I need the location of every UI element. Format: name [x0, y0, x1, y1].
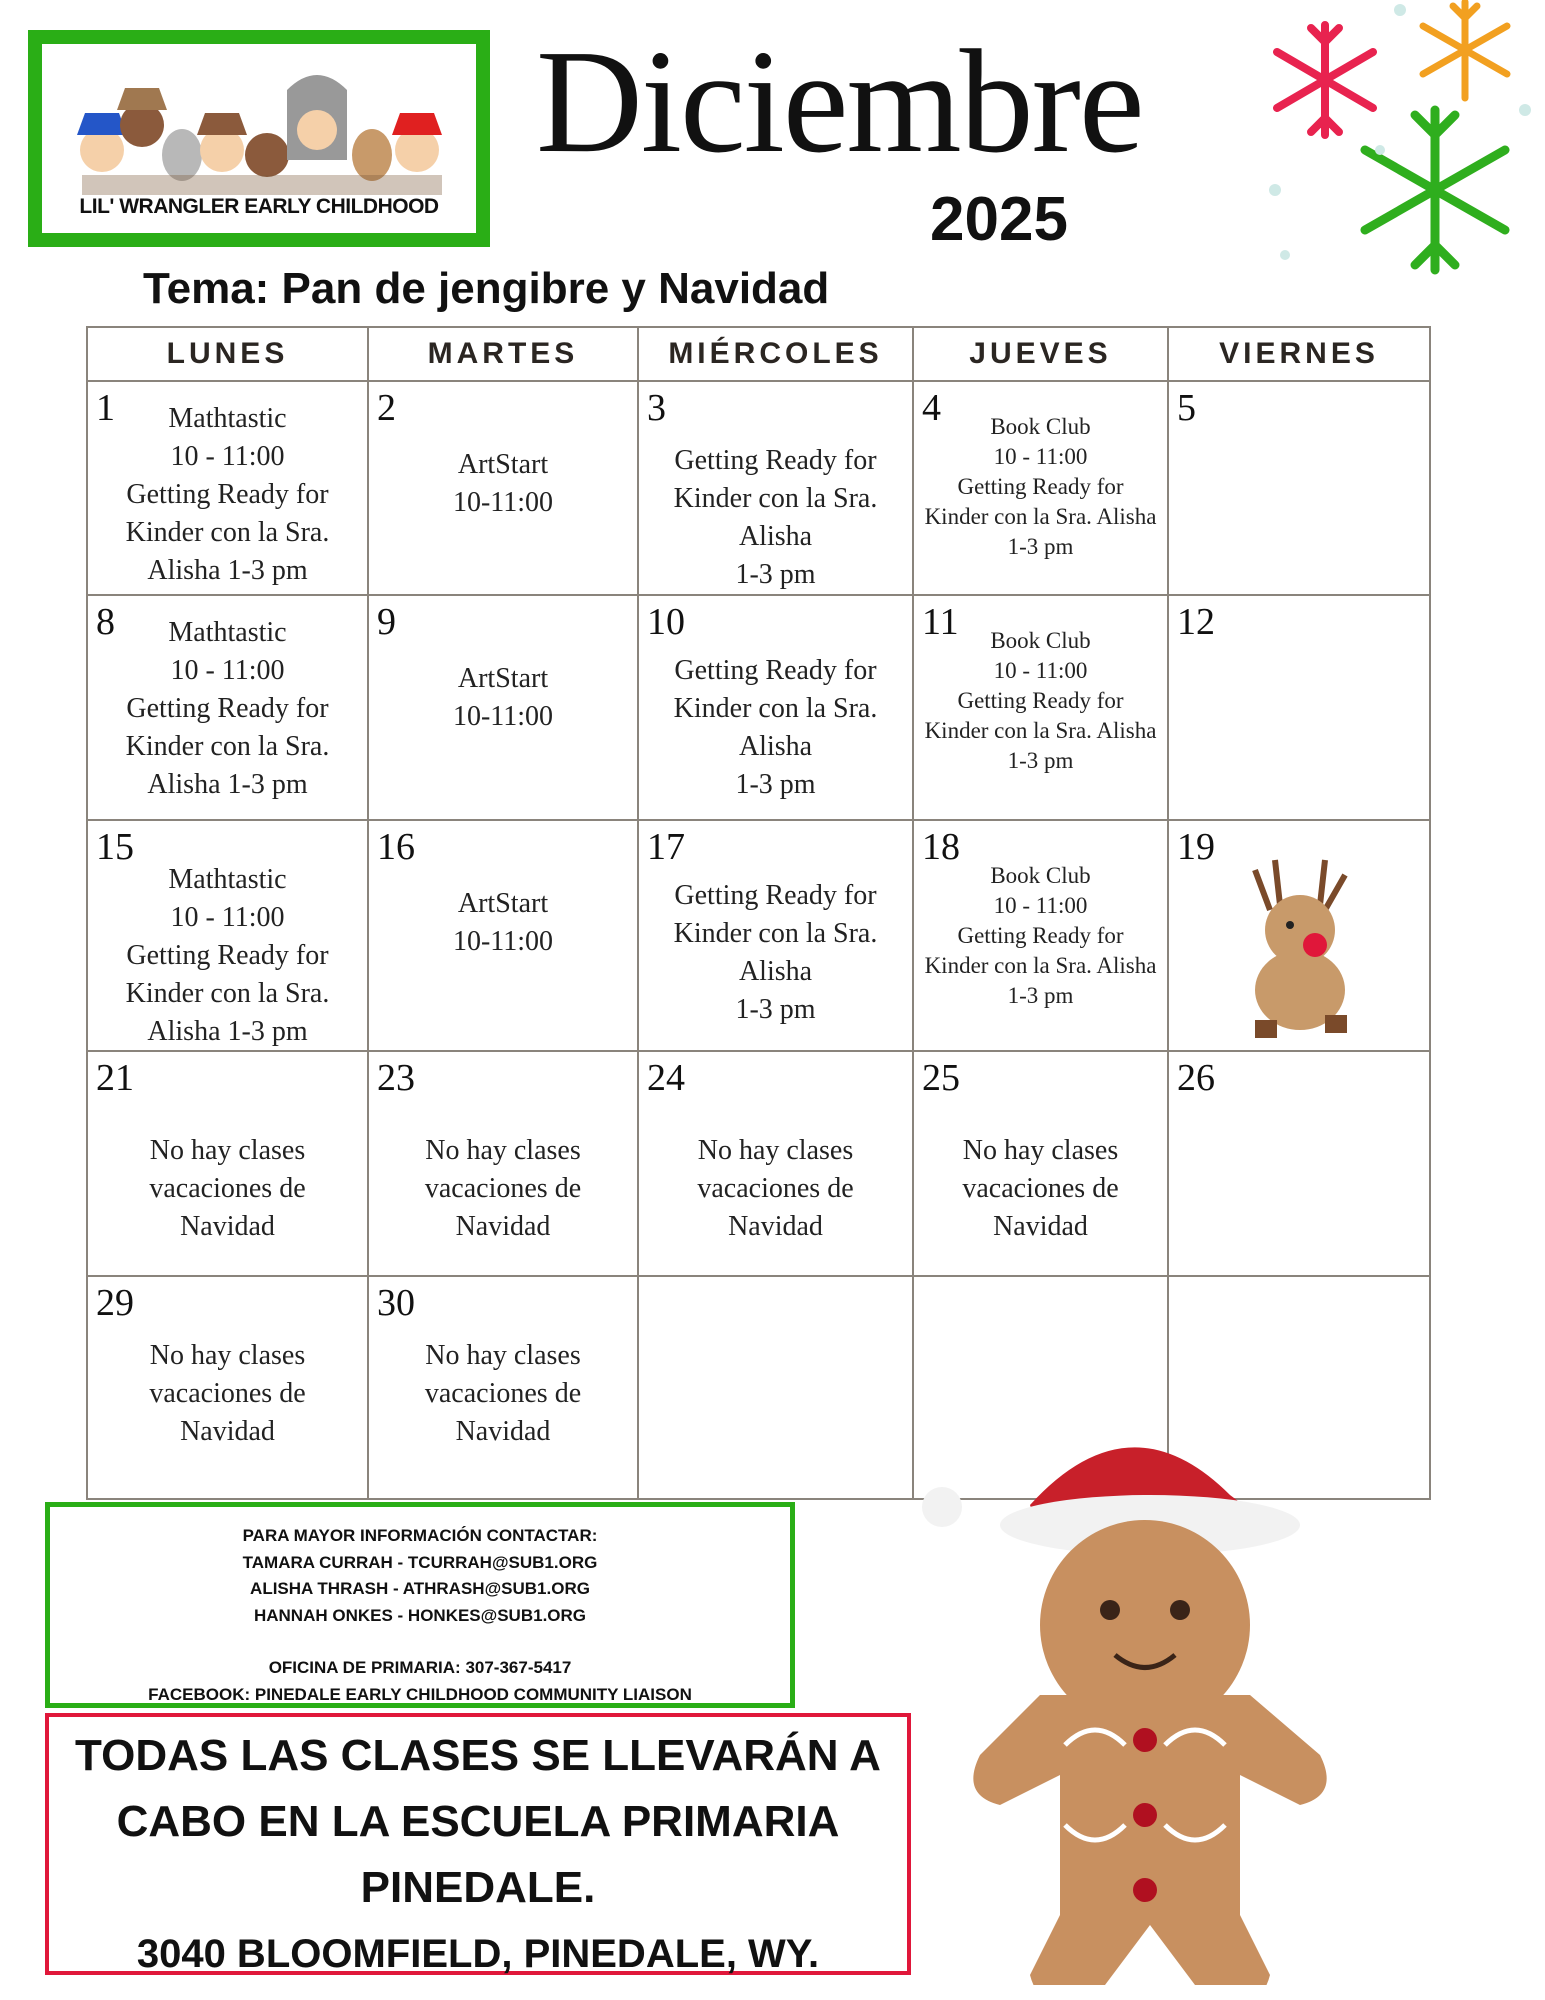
day-events: Getting Ready for Kinder con la Sra. Alisha 1-3 pm — [673, 880, 878, 1025]
theme-title: Tema: Pan de jengibre y Navidad — [143, 264, 830, 313]
day-cell — [368, 381, 638, 595]
reindeer-illustration — [1215, 850, 1385, 1045]
day-events: Getting Ready for Kinder con la Sra. Alisha 1-3 pm — [673, 655, 878, 800]
snowflake-orange-icon — [1423, 2, 1507, 98]
day-events: No hay clases vacaciones de Navidad — [424, 1135, 582, 1242]
day-number: 8 — [96, 601, 115, 643]
contact-heading: PARA MAYOR INFORMACIÓN CONTACTAR: — [242, 1526, 598, 1545]
day-cell — [87, 820, 368, 1051]
weekday-header: LUNES — [87, 327, 368, 381]
day-cell — [638, 1051, 913, 1276]
day-cell — [913, 595, 1168, 820]
day-events: Getting Ready for Kinder con la Sra. Alisha 1-3 pm — [673, 445, 878, 590]
facebook-info: FACEBOOK: PINEDALE EARLY CHILDHOOD COMMUNITY LIAISON — [148, 1684, 692, 1704]
day-cell — [638, 1276, 913, 1499]
day-cell — [368, 1276, 638, 1499]
location-note — [45, 1713, 911, 1975]
snowflake-green-icon — [1365, 110, 1505, 270]
day-cell — [87, 1276, 368, 1499]
snowflakes-decoration — [1255, 0, 1545, 280]
day-events: Book Club 10 - 11:00 Getting Ready for Kinder con la Sra. Alisha 1-3 pm — [924, 863, 1157, 1008]
weekday-header: MIÉRCOLES — [638, 327, 913, 381]
weekday-header: VIERNES — [1168, 327, 1430, 381]
day-number: 5 — [1177, 387, 1196, 429]
day-events: Mathtastic 10 - 11:00 Getting Ready for Kinder con la Sra. Alisha 1-3 pm — [125, 864, 330, 1047]
contact-person: TAMARA CURRAH - TCURRAH@SUB1.ORG — [242, 1552, 598, 1572]
day-cell — [87, 595, 368, 820]
contact-person: HANNAH ONKES - HONKES@SUB1.ORG — [253, 1605, 587, 1625]
day-events: No hay clases vacaciones de Navidad — [962, 1135, 1119, 1242]
day-cell — [638, 595, 913, 820]
day-events: No hay clases vacaciones de Navidad — [697, 1135, 854, 1242]
day-cell — [87, 1051, 368, 1276]
day-number: 25 — [922, 1057, 960, 1099]
day-number: 2 — [377, 387, 396, 429]
year-label: 2025 — [930, 185, 1068, 254]
day-events: Book Club 10 - 11:00 Getting Ready for Kinder con la Sra. Alisha 1-3 pm — [924, 628, 1157, 773]
day-number: 9 — [377, 601, 396, 643]
day-cell — [1168, 381, 1430, 595]
school-address: 3040 BLOOMFIELD, PINEDALE, WY. — [136, 1932, 820, 1976]
day-events: ArtStart 10-11:00 — [452, 449, 554, 518]
day-events: No hay clases vacaciones de Navidad — [424, 1340, 582, 1447]
day-number: 19 — [1177, 826, 1215, 868]
contact-box — [45, 1502, 795, 1708]
day-number: 23 — [377, 1057, 415, 1099]
weekday-header: MARTES — [368, 327, 638, 381]
day-number: 1 — [96, 387, 115, 429]
day-number: 12 — [1177, 601, 1215, 643]
logo-text: LIL' WRANGLER EARLY CHILDHOOD — [79, 195, 439, 218]
day-cell — [638, 381, 913, 595]
day-cell — [87, 381, 368, 595]
day-cell — [1168, 1051, 1430, 1276]
contact-person: ALISHA THRASH - ATHRASH@SUB1.ORG — [250, 1579, 590, 1598]
day-events: Book Club 10 - 11:00 Getting Ready for Kinder con la Sra. Alisha 1-3 pm — [924, 414, 1157, 559]
day-cell — [913, 820, 1168, 1051]
day-cell — [913, 1051, 1168, 1276]
day-cell — [638, 820, 913, 1051]
day-events: ArtStart 10-11:00 — [452, 663, 554, 732]
day-number: 24 — [647, 1057, 685, 1099]
day-number: 26 — [1177, 1057, 1215, 1099]
day-events: Mathtastic 10 - 11:00 Getting Ready for Kinder con la Sra. Alisha 1-3 pm — [125, 403, 330, 586]
day-events: ArtStart 10-11:00 — [452, 888, 554, 957]
office-phone: OFICINA DE PRIMARIA: 307-367-5417 — [268, 1658, 572, 1677]
note-line: TODAS LAS CLASES SE LLEVARÁN A — [75, 1731, 881, 1780]
day-number: 29 — [96, 1282, 134, 1324]
day-events: No hay clases vacaciones de Navidad — [149, 1135, 306, 1242]
day-events: Mathtastic 10 - 11:00 Getting Ready for Kinder con la Sra. Alisha 1-3 pm — [125, 617, 330, 800]
snowflake-pink-icon — [1277, 25, 1373, 135]
day-cell — [368, 595, 638, 820]
note-line: PINEDALE. — [360, 1863, 596, 1912]
day-cell — [1168, 595, 1430, 820]
day-number: 15 — [96, 826, 134, 868]
day-number: 17 — [647, 826, 685, 868]
day-cell — [368, 1051, 638, 1276]
day-number: 30 — [377, 1282, 415, 1324]
weekday-header: JUEVES — [913, 327, 1168, 381]
day-number: 16 — [377, 826, 415, 868]
day-cell — [913, 381, 1168, 595]
day-number: 11 — [922, 601, 959, 643]
day-number: 10 — [647, 601, 685, 643]
day-number: 3 — [647, 387, 666, 429]
day-number: 4 — [922, 387, 941, 429]
note-line: CABO EN LA ESCUELA PRIMARIA — [116, 1797, 840, 1846]
logo — [28, 30, 490, 247]
gingerbread-man-illustration — [920, 1385, 1340, 1985]
day-number: 18 — [922, 826, 960, 868]
month-title: Diciembre — [536, 20, 1143, 184]
day-events: No hay clases vacaciones de Navidad — [149, 1340, 306, 1447]
cowboy-kids-illustration — [42, 50, 476, 200]
day-number: 21 — [96, 1057, 134, 1099]
day-cell — [368, 820, 638, 1051]
